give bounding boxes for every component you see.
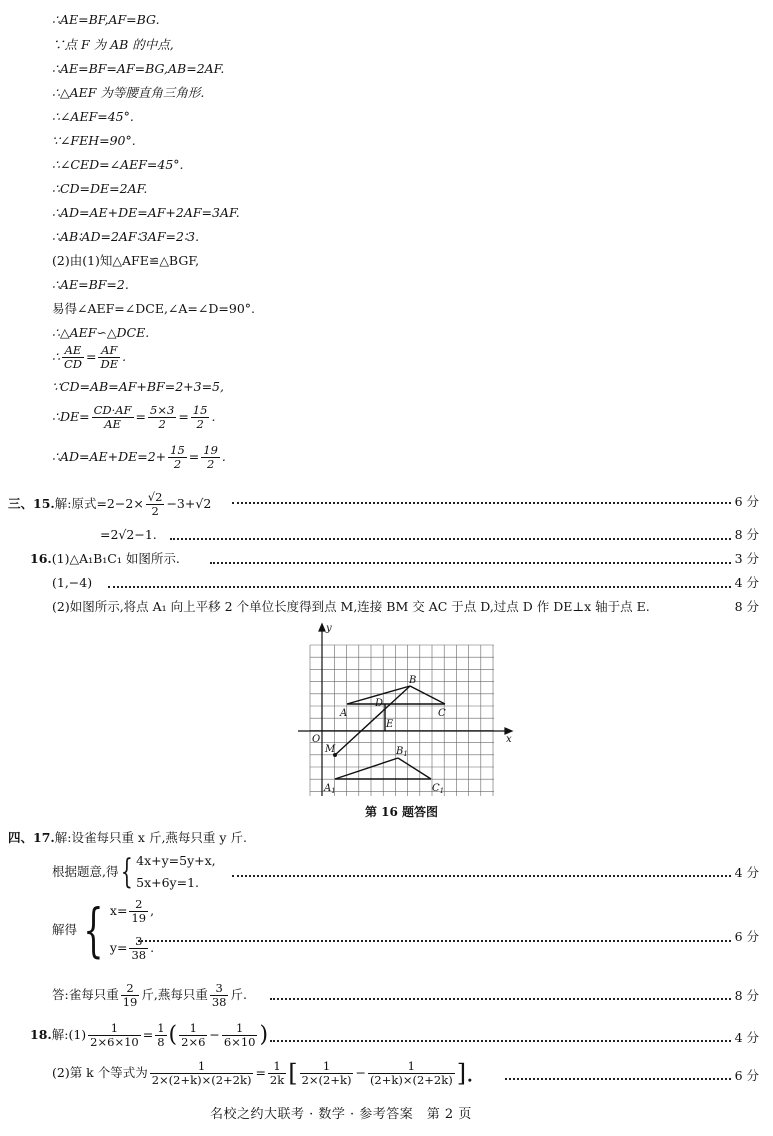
- proof-line-10: ∴AB∶AD=2AF∶3AF=2∶3.: [52, 229, 200, 244]
- point-c1-label: $C_1$: [432, 783, 445, 795]
- proof-line-6: ∵∠FEH=90°.: [52, 133, 136, 148]
- proof-line-7: ∴∠CED=∠AEF=45°.: [52, 157, 184, 172]
- dot-leader: [210, 562, 731, 564]
- proof-line-13: 易得∠AEF=∠DCE,∠A=∠D=90°.: [52, 301, 256, 316]
- dot-leader: [232, 502, 731, 504]
- point-m-label: M: [325, 744, 336, 755]
- q18-line-2: (2)第 k 个等式为 $\frac{1}{2\times(2+k)\times(2+2k)}$ = $\frac{1}{2k}$ [ $\frac{1}{2\times(2+k)}$ − $\frac{1}{(2+k)\times(2+2k)}$ ].: [52, 1059, 474, 1088]
- proof-line-4: ∴△AEF 为等腰直角三角形.: [52, 85, 205, 100]
- dot-leader: [505, 1078, 731, 1080]
- q16-figure: [296, 618, 518, 800]
- score-q16-2: 4 分: [734, 575, 759, 590]
- proof-line-8: ∴CD=DE=2AF.: [52, 181, 148, 196]
- point-b1-label: $B_1$: [396, 746, 408, 758]
- y-axis-arrow: [319, 624, 325, 631]
- point-b-label: B: [409, 675, 417, 686]
- q15-line-1: 三、15.解:原式=2−2× $\frac{√2}{2}$ −3+√2: [8, 490, 212, 518]
- q18-line-1: 18.解:(1) $\frac{1}{2\times 6\times 10}$ = $\frac{1}{8}$ ( $\frac{1}{2\times 6}$ − $\frac{1}{6\times 10}$ ): [30, 1021, 269, 1049]
- q17-answer: 答:雀每只重 $\frac{2}{19}$ 斤,燕每只重 $\frac{3}{38}$ 斤.: [52, 981, 247, 1009]
- proof-line-1: ∴AE=BF,AF=BG.: [52, 12, 160, 27]
- point-c-label: C: [438, 708, 446, 719]
- point-d-label: D: [375, 698, 384, 709]
- proof-line-12: ∴AE=BF=2.: [52, 277, 129, 292]
- proof-line-14: ∴△AEF∽△DCE.: [52, 325, 150, 340]
- q16-line-1: 16.(1)△A₁B₁C₁ 如图所示.: [30, 551, 180, 566]
- score-q18-1: 4 分: [734, 1030, 759, 1045]
- q15-line-2: =2√2−1.: [100, 527, 157, 542]
- score-q17-1: 4 分: [734, 865, 759, 880]
- point-a1-label: $A_1$: [324, 783, 336, 795]
- point-e-label: E: [386, 719, 394, 730]
- cd-line: ∵CD=AB=AF+BF=2+3=5,: [52, 379, 224, 394]
- y-axis-label: y: [326, 623, 332, 634]
- proof-line-2: ∵点 F 为 AB 的中点,: [52, 37, 174, 52]
- proof-line-9: ∴AD=AE+DE=AF+2AF=3AF.: [52, 205, 240, 220]
- q17-solution: 解得 { x= $\frac{2}{19}$ , y= $\frac{3}{38}$ .: [52, 896, 155, 964]
- point-a-label: A: [340, 708, 348, 719]
- score-q18-2: 6 分: [734, 1068, 759, 1083]
- dot-leader: [170, 538, 731, 540]
- dot-leader: [270, 1040, 731, 1042]
- page-footer: 名校之约大联考 · 数学 · 参考答案 第 2 页: [210, 1107, 472, 1122]
- score-q17-3: 8 分: [734, 988, 759, 1003]
- axes: [298, 624, 512, 796]
- grid: [310, 645, 494, 796]
- score-q16-1: 3 分: [734, 551, 759, 566]
- proof-line-11: (2)由(1)知△AFE≌△BGF,: [52, 253, 200, 268]
- dot-leader: [108, 586, 731, 588]
- q17-line-1: 四、17.解:设雀每只重 x 斤,燕每只重 y 斤.: [8, 830, 247, 845]
- x-axis-label: x: [506, 734, 512, 745]
- q16-line-3: (2)如图所示,将点 A₁ 向上平移 2 个单位长度得到点 M,连接 BM 交 AC 于点 D,过点 D 作 DE⊥x 轴于点 E.: [52, 599, 650, 614]
- ratio-line: ∴ $\frac{AE}{CD}$ = $\frac{AF}{DE}$ .: [52, 343, 127, 371]
- dot-leader: [232, 875, 731, 877]
- score-q15-1: 6 分: [734, 494, 759, 509]
- dot-leader: [270, 998, 731, 1000]
- ad-line: ∴AD=AE+DE=2+ $\frac{15}{2}$ = $\frac{19}{2}$ .: [52, 443, 226, 471]
- de-line: ∴DE= $\frac{CD\cdot AF}{AE}$ = $\frac{5\times 3}{2}$ = $\frac{15}{2}$ .: [52, 403, 216, 431]
- triangle-abc: [347, 686, 445, 704]
- score-q16-3: 8 分: [734, 599, 759, 614]
- q16-line-2: (1,−4): [52, 575, 93, 590]
- q17-system: 根据题意,得{ 4x+y=5y+x, 5x+6y=1.: [52, 852, 216, 892]
- score-q17-2: 6 分: [734, 929, 759, 944]
- score-q15-2: 8 分: [734, 527, 759, 542]
- figure-caption: 第 16 题答图: [365, 805, 439, 819]
- proof-line-5: ∴∠AEF=45°.: [52, 109, 134, 124]
- origin-label: O: [312, 734, 321, 745]
- dot-leader: [138, 940, 731, 942]
- proof-line-3: ∴AE=BF=AF=BG,AB=2AF.: [52, 61, 225, 76]
